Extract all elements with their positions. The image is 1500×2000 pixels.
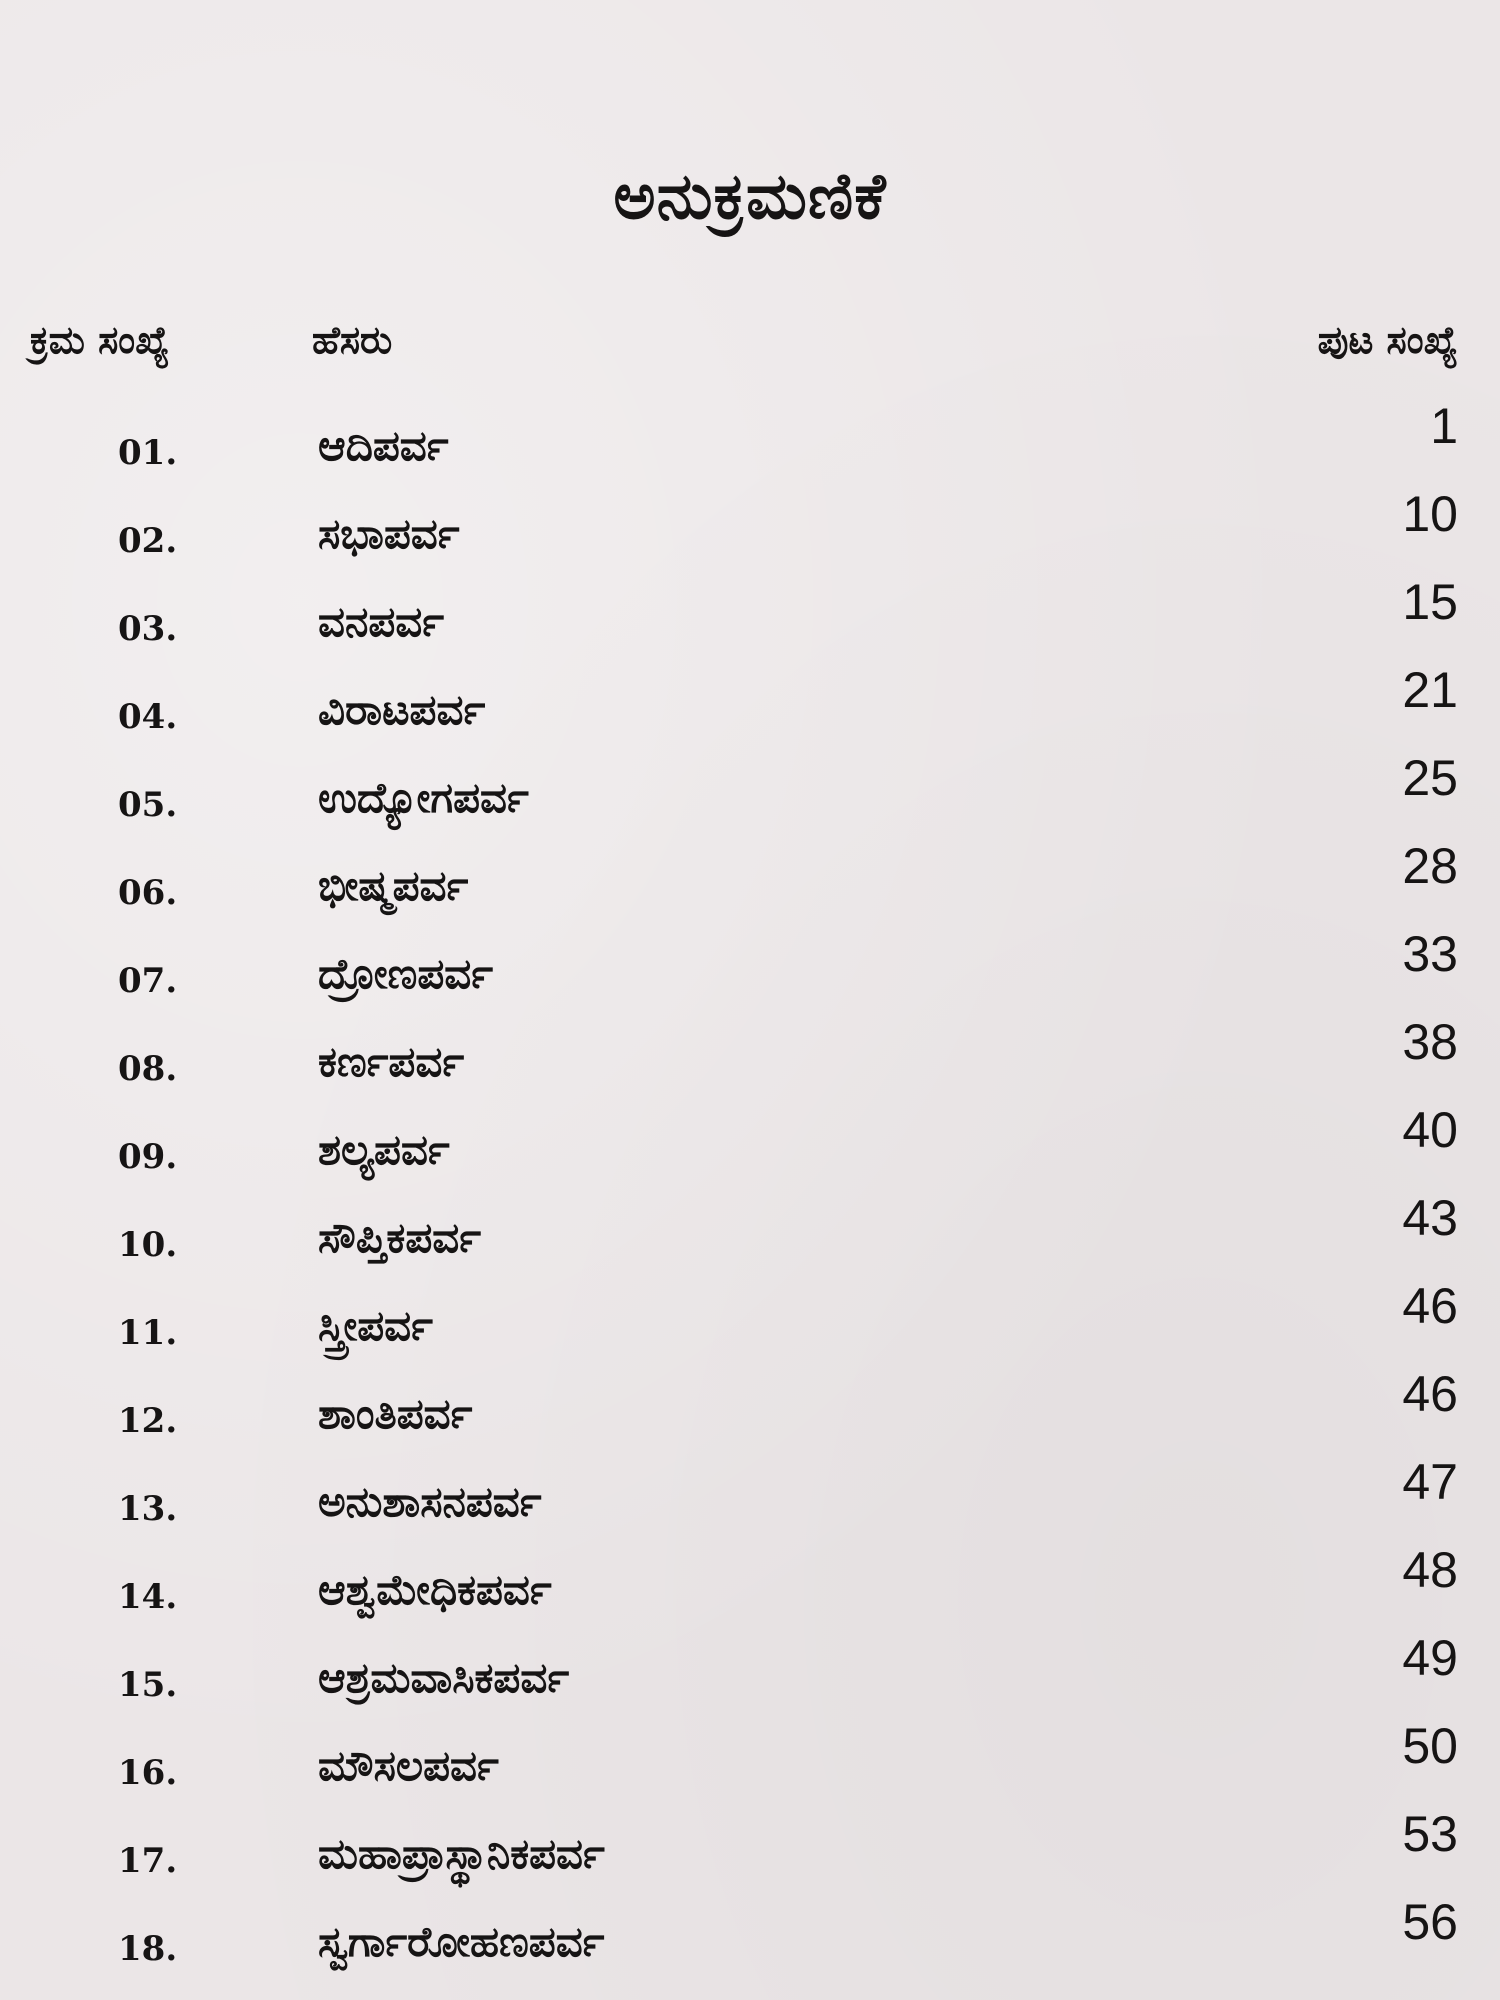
- entry-page: 49: [1402, 1630, 1458, 1686]
- toc-row: [0, 473, 1500, 561]
- entry-page: 21: [1402, 662, 1458, 718]
- entry-name: ಅನುಶಾಸನಪರ್ವ: [318, 1477, 542, 1526]
- entry-name: ಆದಿಪರ್ವ: [318, 421, 449, 470]
- entry-number: 05.: [118, 785, 178, 825]
- entry-page: 1: [1430, 398, 1458, 454]
- entry-number: 15.: [118, 1665, 178, 1705]
- entry-name: ವನಪರ್ವ: [318, 597, 444, 646]
- name-header: ಹೆಸರು: [312, 318, 393, 362]
- toc-row: [0, 649, 1500, 737]
- entry-page: 48: [1402, 1542, 1458, 1598]
- toc-row: [0, 385, 1500, 473]
- entry-number: 06.: [118, 873, 178, 913]
- entry-name: ಉದ್ಯೋಗಪರ್ವ: [318, 773, 529, 822]
- page-number-header: ಪುಟ ಸಂಖ್ಯೆ: [1317, 318, 1458, 362]
- toc-row: [0, 1001, 1500, 1089]
- entry-page: 56: [1402, 1894, 1458, 1950]
- entry-page: 25: [1402, 750, 1458, 806]
- entry-number: 08.: [118, 1049, 178, 1089]
- entry-number: 18.: [118, 1929, 178, 1969]
- entry-page: 40: [1402, 1102, 1458, 1158]
- entry-name: ಭೀಷ್ಮಪರ್ವ: [318, 861, 469, 910]
- entry-name: ಮೌಸಲಪರ್ವ: [318, 1741, 499, 1790]
- toc-row: [0, 1265, 1500, 1353]
- entry-name: ಶಲ್ಯಪರ್ವ: [318, 1125, 450, 1174]
- entry-name: ಸಭಾಪರ್ವ: [318, 509, 460, 558]
- entry-page: 38: [1402, 1014, 1458, 1070]
- entry-page: 28: [1402, 838, 1458, 894]
- entry-number: 12.: [118, 1401, 178, 1441]
- entry-page: 47: [1402, 1454, 1458, 1510]
- toc-row: [0, 561, 1500, 649]
- entry-name: ಸ್ತ್ರೀಪರ್ವ: [318, 1301, 433, 1350]
- entry-number: 01.: [118, 433, 178, 473]
- entry-page: 15: [1402, 574, 1458, 630]
- entry-number: 11.: [118, 1313, 178, 1353]
- entry-name: ಮಹಾಪ್ರಾಸ್ಥಾನಿಕಪರ್ವ: [318, 1829, 605, 1878]
- toc-row: [0, 1441, 1500, 1529]
- table-of-contents: [0, 385, 1500, 1969]
- entry-name: ಶಾಂತಿಪರ್ವ: [318, 1389, 473, 1438]
- entry-number: 09.: [118, 1137, 178, 1177]
- entry-name: ಸ್ವರ್ಗಾರೋಹಣಪರ್ವ: [318, 1917, 605, 1966]
- entry-number: 14.: [118, 1577, 178, 1617]
- entry-number: 10.: [118, 1225, 178, 1265]
- entry-number: 16.: [118, 1753, 178, 1793]
- toc-row: [0, 1529, 1500, 1617]
- entry-number: 02.: [118, 521, 178, 561]
- entry-name: ಸೌಪ್ತಿಕಪರ್ವ: [318, 1213, 481, 1262]
- serial-number-header: ಕ್ರಮ ಸಂಖ್ಯೆ: [30, 318, 170, 362]
- entry-name: ಕರ್ಣಪರ್ವ: [318, 1037, 465, 1086]
- entry-name: ಆಶ್ರಮವಾಸಿಕಪರ್ವ: [318, 1653, 570, 1702]
- toc-row: [0, 1177, 1500, 1265]
- toc-row: [0, 1353, 1500, 1441]
- entry-page: 33: [1402, 926, 1458, 982]
- toc-row: [0, 1617, 1500, 1705]
- entry-number: 04.: [118, 697, 178, 737]
- entry-number: 13.: [118, 1489, 178, 1529]
- entry-page: 50: [1402, 1718, 1458, 1774]
- entry-page: 46: [1402, 1278, 1458, 1334]
- toc-row: [0, 737, 1500, 825]
- toc-row: [0, 825, 1500, 913]
- toc-row: [0, 1705, 1500, 1793]
- entry-number: 17.: [118, 1841, 178, 1881]
- toc-row: [0, 913, 1500, 1001]
- toc-row: [0, 1793, 1500, 1881]
- page-title: ಅನುಕ್ರಮಣಿಕೆ: [613, 160, 887, 234]
- entry-page: 53: [1402, 1806, 1458, 1862]
- toc-row: [0, 1881, 1500, 1969]
- toc-row: [0, 1089, 1500, 1177]
- entry-page: 46: [1402, 1366, 1458, 1422]
- entry-page: 10: [1402, 486, 1458, 542]
- entry-number: 03.: [118, 609, 178, 649]
- entry-name: ಆಶ್ವಮೇಧಿಕಪರ್ವ: [318, 1565, 552, 1614]
- entry-number: 07.: [118, 961, 178, 1001]
- entry-name: ದ್ರೋಣಪರ್ವ: [318, 949, 493, 998]
- entry-page: 43: [1402, 1190, 1458, 1246]
- entry-name: ವಿರಾಟಪರ್ವ: [318, 685, 486, 734]
